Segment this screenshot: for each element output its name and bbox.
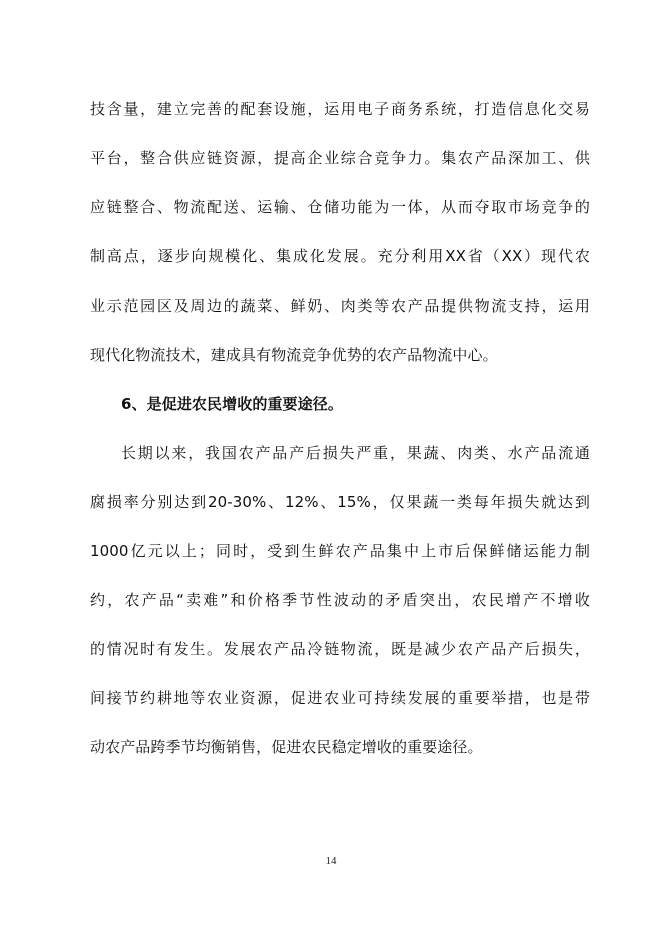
paragraph-2-line-2: 腐损率分别达到20-30%、12%、15%，仅果蔬一类每年损失就达到 — [90, 493, 590, 511]
paragraph-2-line-7: 动农产品跨季节均衡销售，促进农民稳定增收的重要途径。 — [90, 738, 483, 756]
page-number: 14 — [325, 855, 337, 867]
paragraph-2-line-4: 约，农产品“卖难”和价格季节性波动的矛盾突出，农民增产不增收 — [90, 591, 590, 609]
paragraph-1-line-1: 技含量，建立完善的配套设施，运用电子商务系统，打造信息化交易 — [90, 100, 590, 118]
paragraph-1-line-6: 现代化物流技术，建成具有物流竞争优势的农产品物流中心。 — [90, 346, 498, 364]
paragraph-1-line-5: 业示范园区及周边的蔬菜、鲜奶、肉类等农产品提供物流支持，运用 — [90, 297, 590, 315]
paragraph-2-line-5: 的情况时有发生。发展农产品冷链物流，既是减少农产品产后损失， — [90, 640, 590, 658]
paragraph-1-line-4: 制高点，逐步向规模化、集成化发展。充分利用XX省（XX）现代农 — [90, 247, 590, 265]
paragraph-2-line-1: 长期以来，我国农产品产后损失严重，果蔬、肉类、水产品流通 — [121, 444, 590, 462]
paragraph-2-line-3: 1000亿元以上；同时，受到生鲜农产品集中上市后保鲜储运能力制 — [90, 542, 590, 560]
paragraph-1-line-2: 平台，整合供应链资源，提高企业综合竞争力。集农产品深加工、供 — [90, 149, 590, 167]
paragraph-2-line-6: 间接节约耕地等农业资源，促进农业可持续发展的重要举措，也是带 — [90, 689, 590, 707]
section-heading: 6、是促进农民增收的重要途径。 — [121, 395, 343, 413]
paragraph-1-line-3: 应链整合、物流配送、运输、仓储功能为一体，从而夺取市场竞争的 — [90, 198, 590, 216]
